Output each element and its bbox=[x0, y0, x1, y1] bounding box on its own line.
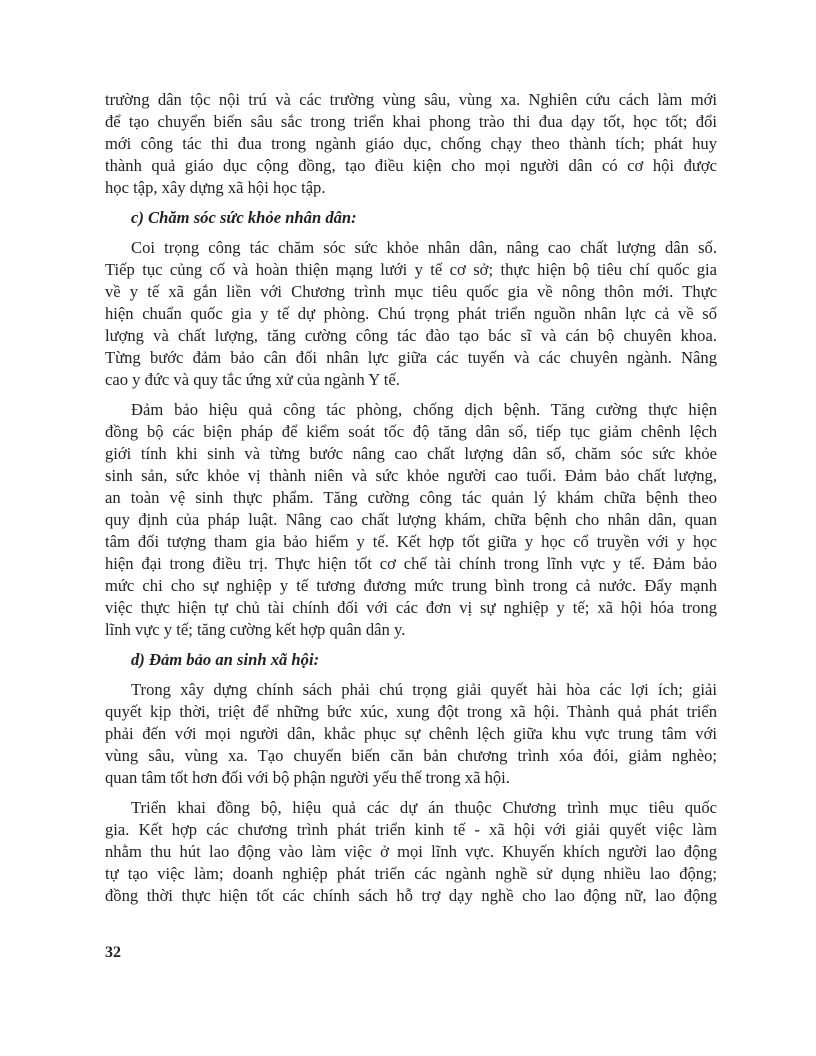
paragraph bbox=[105, 237, 717, 391]
text-line: nhằm thu hút lao động vào làm việc ở mọi lĩnh vực. Khuyến khích người lao động bbox=[105, 842, 717, 861]
text-line: đồng bộ các biện pháp để kiểm soát tốc độ tăng dân số, tiếp tục giảm chênh lệch bbox=[105, 422, 717, 441]
text-line: lượng và chất lượng, tăng cường công tác đào tạo bác sĩ và cán bộ chuyên khoa. bbox=[105, 326, 717, 345]
text-line: học tập, xây dựng xã hội học tập. bbox=[105, 178, 326, 197]
text-line: Từng bước đảm bảo cân đối nhân lực giữa các tuyến và các chuyên ngành. Nâng bbox=[105, 348, 717, 367]
text-line: quyết kịp thời, triệt để những bức xúc, xung đột trong xã hội. Thành quả phát triển bbox=[105, 702, 717, 721]
text-line: để tạo chuyển biến sâu sắc trong triển khai phong trào thi đua dạy tốt, học tốt; đổi bbox=[105, 112, 717, 131]
text-line: mức chi cho sự nghiệp y tế tương đương mức trung bình trong cả nước. Đẩy mạnh bbox=[105, 576, 717, 595]
text-line: quy định của pháp luật. Nâng cao chất lượng khám, chữa bệnh cho nhân dân, quan bbox=[105, 510, 717, 529]
text-line: đồng thời thực hiện tốt các chính sách hỗ trợ dạy nghề cho lao động nữ, lao động bbox=[105, 886, 717, 905]
text-line: c) Chăm sóc sức khỏe nhân dân: bbox=[131, 208, 357, 227]
paragraph bbox=[105, 399, 717, 641]
text-line: lĩnh vực y tế; tăng cường kết hợp quân dân y. bbox=[105, 620, 406, 639]
text-line: cao y đức và quy tắc ứng xử của ngành Y tế. bbox=[105, 370, 400, 389]
text-line: giới tính khi sinh và từng bước nâng cao chất lượng dân số, chăm sóc sức khỏe bbox=[105, 444, 717, 463]
text-line: về y tế xã gắn liền với Chương trình mục tiêu quốc gia về nông thôn mới. Thực bbox=[105, 282, 717, 301]
text-line: gia. Kết hợp các chương trình phát triển kinh tế - xã hội với giải quyết việc làm bbox=[105, 820, 717, 839]
text-line: an toàn vệ sinh thực phẩm. Tăng cường công tác quản lý khám chữa bệnh theo bbox=[105, 488, 717, 507]
text-line: thành quả giáo dục cộng đồng, tạo điều kiện cho mọi người dân có cơ hội được bbox=[105, 156, 717, 175]
text-line: trường dân tộc nội trú và các trường vùng sâu, vùng xa. Nghiên cứu cách làm mới bbox=[105, 90, 717, 109]
text-line: d) Đảm bảo an sinh xã hội: bbox=[131, 650, 320, 669]
text-line: hiện chuẩn quốc gia y tế dự phòng. Chú trọng phát triển nguồn nhân lực cả về số bbox=[105, 304, 717, 323]
section-heading bbox=[105, 649, 717, 671]
text-line: Triển khai đồng bộ, hiệu quả các dự án thuộc Chương trình mục tiêu quốc bbox=[131, 798, 717, 817]
text-line: hiện đại trong điều trị. Thực hiện tốt cơ chế tài chính trong lĩnh vực y tế. Đảm bảo bbox=[105, 554, 717, 573]
text-line: Coi trọng công tác chăm sóc sức khỏe nhân dân, nâng cao chất lượng dân số. bbox=[131, 238, 717, 257]
text-line: tự tạo việc làm; doanh nghiệp phát triển các ngành nghề sử dụng nhiều lao động; bbox=[105, 864, 717, 883]
paragraph bbox=[105, 679, 717, 789]
text-line: việc thực hiện tự chủ tài chính đối với các đơn vị sự nghiệp y tế; xã hội hóa trong bbox=[105, 598, 717, 617]
text-line: phải đến với mọi người dân, khắc phục sự chênh lệch giữa khu vực trung tâm với bbox=[105, 724, 717, 743]
paragraph bbox=[105, 89, 717, 199]
section-heading bbox=[105, 207, 717, 229]
page-number: 32 bbox=[105, 944, 121, 961]
text-line: vùng sâu, vùng xa. Tạo chuyển biến căn bản chương trình xóa đói, giảm nghèo; bbox=[105, 746, 717, 765]
page-body bbox=[105, 89, 717, 915]
text-line: Tiếp tục củng cố và hoàn thiện mạng lưới y tế cơ sở; thực hiện bộ tiêu chí quốc gia bbox=[105, 260, 717, 279]
text-line: quan tâm tốt hơn đối với bộ phận người yếu thế trong xã hội. bbox=[105, 768, 510, 787]
paragraph bbox=[105, 797, 717, 907]
text-line: mới công tác thi đua trong ngành giáo dục, chống chạy theo thành tích; phát huy bbox=[105, 134, 717, 153]
text-line: tâm đối tượng tham gia bảo hiểm y tế. Kết hợp tốt giữa y học cổ truyền với y học bbox=[105, 532, 717, 551]
text-line: sinh sản, sức khỏe vị thành niên và sức khỏe người cao tuổi. Đảm bảo chất lượng, bbox=[105, 466, 717, 485]
text-line: Đảm bảo hiệu quả công tác phòng, chống dịch bệnh. Tăng cường thực hiện bbox=[131, 400, 717, 419]
text-line: Trong xây dựng chính sách phải chú trọng giải quyết hài hòa các lợi ích; giải bbox=[131, 680, 717, 699]
